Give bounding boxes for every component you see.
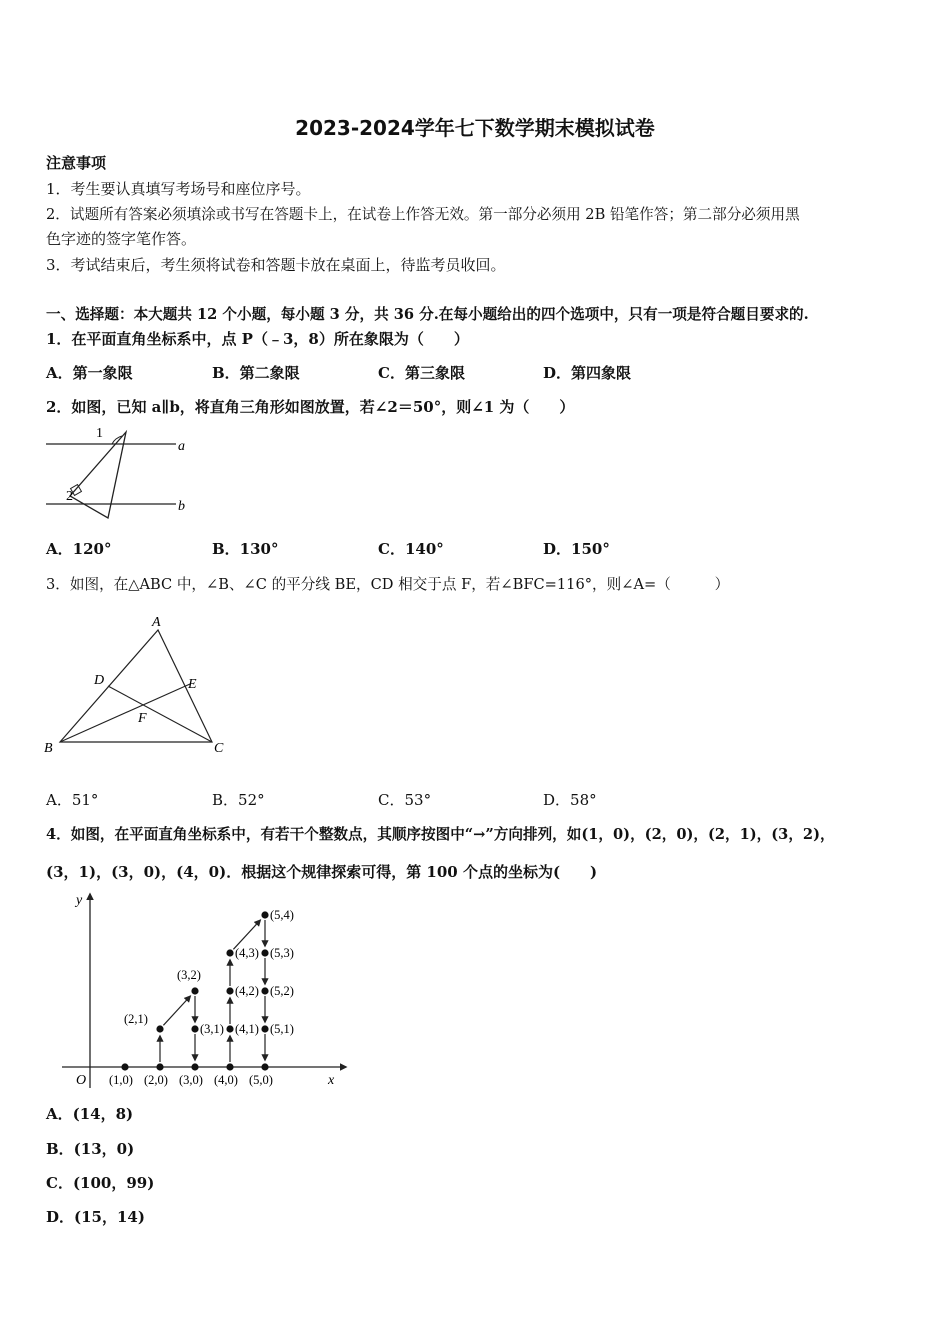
q4-stem-line1: 4．如图，在平面直角坐标系中，有若干个整数点，其顺序按图中“→”方向排列，如(1，0)，(2，0)，(2，1)，(3，2)， <box>46 826 835 843</box>
x-axis-label: x <box>328 1073 335 1088</box>
notice-item: 1．考生要认真填写考场号和座位序号。 <box>46 180 311 198</box>
lattice-point <box>261 987 268 994</box>
lattice-point <box>261 1025 268 1032</box>
lattice-point-label: (2,0) <box>144 1073 168 1087</box>
lattice-point-label: (3,2) <box>177 968 201 982</box>
q1-option-c[interactable]: C．第三象限 <box>378 364 465 382</box>
label-c: C <box>214 741 224 756</box>
label-f: F <box>138 711 147 726</box>
lattice-point-label: (4,2) <box>235 984 259 998</box>
lattice-point-label: (5,0) <box>249 1073 273 1087</box>
angle1-label: 1 <box>96 426 103 441</box>
q4-option-c[interactable]: C．(100，99) <box>46 1174 155 1192</box>
lattice-point-label: (4,1) <box>235 1022 259 1036</box>
lattice-point <box>121 1063 128 1070</box>
q4-stem-line2: (3，1)，(3，0)，(4，0)．根据这个规律探索可得，第 100 个点的坐标为( ) <box>46 863 598 881</box>
lattice-point-label: (2,1) <box>124 1012 148 1026</box>
q2-option-d[interactable]: D．150° <box>543 540 610 558</box>
lattice-point <box>261 1063 268 1070</box>
lattice-point <box>261 911 268 918</box>
q2-figure <box>40 420 200 526</box>
q2-option-c[interactable]: C．140° <box>378 540 444 558</box>
q4-option-d[interactable]: D．(15，14) <box>46 1208 145 1226</box>
q2-stem: 2．如图，已知 a∥b，将直角三角形如图放置，若∠2＝50°，则∠1 为（ ） <box>46 398 575 416</box>
q3-option-b[interactable]: B．52° <box>212 791 265 809</box>
sequence-arrow <box>163 996 190 1025</box>
q2-option-b[interactable]: B．130° <box>212 540 279 558</box>
lattice-point <box>261 949 268 956</box>
lattice-point-label: (5,1) <box>270 1022 294 1036</box>
right-triangle <box>70 432 126 518</box>
bisector-be <box>60 684 190 742</box>
angle2-label: 2 <box>66 489 73 504</box>
y-axis-label: y <box>76 893 83 908</box>
notice-item: 色字迹的签字笔作答。 <box>46 230 197 248</box>
section-heading: 一、选择题：本大题共 12 个小题，每小题 3 分，共 36 分.在每小题给出的四个选项中，只有一项是符合题目要求的. <box>46 306 809 323</box>
lattice-point <box>226 949 233 956</box>
q1-option-b[interactable]: B．第二象限 <box>212 364 300 382</box>
q4-option-a[interactable]: A．(14，8) <box>46 1105 134 1123</box>
lattice-point-label: (3,0) <box>179 1073 203 1087</box>
label-e: E <box>188 677 197 692</box>
lattice-point <box>226 1025 233 1032</box>
notice-heading: 注意事项 <box>46 154 107 172</box>
q3-option-a[interactable]: A．51° <box>46 791 99 809</box>
origin-label: O <box>76 1073 87 1088</box>
q1-option-a[interactable]: A．第一象限 <box>46 364 133 382</box>
q3-option-d[interactable]: D．58° <box>543 791 597 809</box>
q4-figure <box>60 888 360 1093</box>
label-d: D <box>94 673 105 688</box>
q2-option-a[interactable]: A．120° <box>46 540 112 558</box>
q3-stem: 3．如图，在△ABC 中，∠B、∠C 的平分线 BE，CD 相交于点 F，若∠BFC=116°，则∠A=（ ） <box>46 576 730 593</box>
lattice-point-label: (5,2) <box>270 984 294 998</box>
lattice-point <box>191 1025 198 1032</box>
q1-option-d[interactable]: D．第四象限 <box>543 364 632 382</box>
lattice-point <box>191 1063 198 1070</box>
line-a-label: a <box>178 439 185 454</box>
lattice-point-label: (4,0) <box>214 1073 238 1087</box>
lattice-point-label: (5,3) <box>270 946 294 960</box>
label-a: A <box>152 615 161 630</box>
q1-stem: 1．在平面直角坐标系中，点 P（﹣3，8）所在象限为（ ） <box>46 330 469 348</box>
lattice-point <box>156 1025 163 1032</box>
lattice-point-label: (3,1) <box>200 1022 224 1036</box>
line-b-label: b <box>178 499 185 514</box>
lattice-point <box>226 987 233 994</box>
page-title: 2023-2024学年七下数学期末模拟试卷 <box>295 116 655 140</box>
q3-figure <box>40 610 240 760</box>
notice-item: 3．考试结束后，考生须将试卷和答题卡放在桌面上，待监考员收回。 <box>46 256 506 274</box>
lattice-point <box>191 987 198 994</box>
lattice-point-label: (1,0) <box>109 1073 133 1087</box>
lattice-point <box>226 1063 233 1070</box>
q4-option-b[interactable]: B．(13，0) <box>46 1140 135 1158</box>
label-b: B <box>44 741 53 756</box>
sequence-arrow <box>233 920 260 949</box>
lattice-points <box>109 908 294 1087</box>
lattice-point-label: (5,4) <box>270 908 294 922</box>
notice-item: 2．试题所有答案必须填涂或书写在答题卡上，在试卷上作答无效。第一部分必须用 2B 铅笔作答；第二部分必须用黑 <box>46 206 800 223</box>
lattice-point-label: (4,3) <box>235 946 259 960</box>
q3-option-c[interactable]: C．53° <box>378 791 432 809</box>
lattice-point <box>156 1063 163 1070</box>
